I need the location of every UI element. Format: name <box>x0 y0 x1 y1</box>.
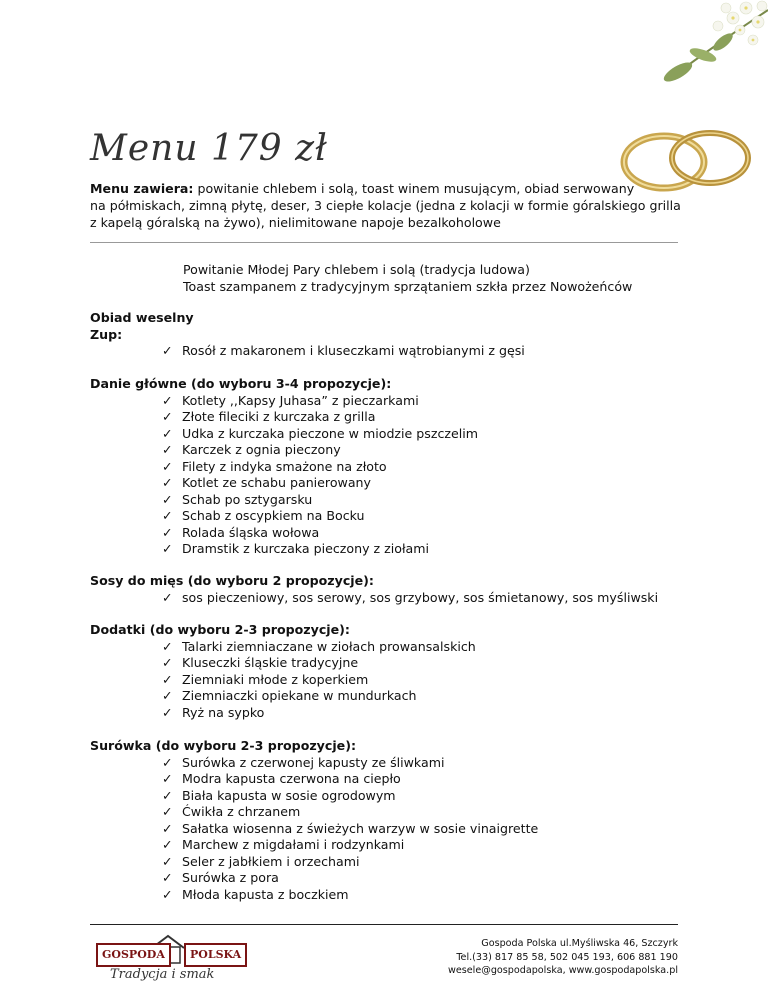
list-item: ✓ Kluseczki śląskie tradycyjne <box>162 655 476 672</box>
list-item: ✓ Rolada śląska wołowa <box>162 525 478 542</box>
flower-branch-decoration <box>628 0 768 100</box>
danie-section <box>90 376 478 558</box>
intro-line3: z kapelą góralską na żywo), nielimitowane napoje bezalkoholowe <box>90 215 501 230</box>
list-item: ✓ Marchew z migdałami i rodzynkami <box>162 837 538 854</box>
list-item: ✓ Ziemniaczki opiekane w mundurkach <box>162 688 476 705</box>
dodatki-section <box>90 622 476 721</box>
list-item: ✓ Złote fileciki z kurczaka z grilla <box>162 409 478 426</box>
zup-heading: Zup: <box>90 326 123 342</box>
sosy-section <box>90 573 658 606</box>
list-item: ✓ Schab z oscypkiem na Bocku <box>162 508 478 525</box>
intro-text: powitanie chlebem i solą, toast winem musującym, obiad serwowany <box>197 181 635 196</box>
list-item: ✓ Sałatka wiosenna z świeżych warzyw w sosie vinaigrette <box>162 821 538 838</box>
intro-line2: na półmiskach, zimną płytę, deser, 3 ciepłe kolacje (jedna z kolacji w formie góralskiego grilla <box>90 198 681 213</box>
logo-tagline: Tradycja i smak <box>110 967 215 982</box>
list-item: ✓ Karczek z ognia pieczony <box>162 442 478 459</box>
list-item: ✓ Modra kapusta czerwona na ciepło <box>162 771 538 788</box>
obiad-heading: Obiad weselny <box>90 310 194 325</box>
divider <box>90 242 678 243</box>
list-item: ✓ Ryż na sypko <box>162 705 476 722</box>
dodatki-list <box>90 639 476 722</box>
surowka-section <box>90 738 538 903</box>
list-item: ✓ Kotlet ze schabu panierowany <box>162 475 478 492</box>
list-item: ✓ Dramstik z kurczaka pieczony z ziołami <box>162 541 478 558</box>
list-item: ✓ Surówka z pora <box>162 870 538 887</box>
logo-left-text: GOSPODA <box>96 943 171 967</box>
obiad-section <box>90 310 525 360</box>
contact-web: wesele@gospodapolska, www.gospodapolska.pl <box>448 965 678 976</box>
surowka-heading: Surówka (do wyboru 2-3 propozycje): <box>90 738 357 753</box>
list-item: ✓ Młoda kapusta z boczkiem <box>162 887 538 904</box>
sosy-list <box>90 590 658 607</box>
list-item: ✓ sos pieczeniowy, sos serowy, sos grzybowy, sos śmietanowy, sos myśliwski <box>162 590 658 607</box>
menu-intro <box>90 180 690 231</box>
contact-phones: Tel.(33) 817 85 58, 502 045 193, 606 881 190 <box>456 951 678 963</box>
list-item: ✓ Biała kapusta w sosie ogrodowym <box>162 788 538 805</box>
welcome-line1: Powitanie Młodej Pary chlebem i solą (tradycja ludowa) <box>183 262 530 277</box>
list-item: ✓ Ćwikła z chrzanem <box>162 804 538 821</box>
list-item: ✓ Udka z kurczaka pieczone w miodzie pszczelim <box>162 426 478 443</box>
list-item: ✓ Rosół z makaronem i kluseczkami wątrobianymi z gęsi <box>162 343 525 360</box>
intro-label: Menu zawiera: <box>90 181 194 196</box>
list-item: ✓ Schab po sztygarsku <box>162 492 478 509</box>
footer-divider <box>90 924 678 925</box>
menu-title: Menu 179 zł <box>90 128 328 169</box>
list-item: ✓ Filety z indyka smażone na złoto <box>162 459 478 476</box>
dodatki-heading: Dodatki (do wyboru 2-3 propozycje): <box>90 622 350 637</box>
contact-info <box>448 937 678 978</box>
list-item: ✓ Seler z jabłkiem i orzechami <box>162 854 538 871</box>
gospoda-polska-logo <box>96 934 246 990</box>
soup-list <box>90 343 525 360</box>
list-item: ✓ Talarki ziemniaczane w ziołach prowansalskich <box>162 639 476 656</box>
welcome-line2: Toast szampanem z tradycyjnym sprzątaniem szkła przez Nowożeńców <box>183 279 633 294</box>
logo-right-text: POLSKA <box>184 943 247 967</box>
welcome-section <box>183 261 632 295</box>
list-item: ✓ Kotlety ,,Kapsy Juhasa” z pieczarkami <box>162 393 478 410</box>
surowka-list <box>90 755 538 904</box>
list-item: ✓ Surówka z czerwonej kapusty ze śliwkami <box>162 755 538 772</box>
danie-heading: Danie główne (do wyboru 3-4 propozycje): <box>90 376 392 391</box>
contact-address: Gospoda Polska ul.Myśliwska 46, Szczyrk <box>481 938 678 949</box>
danie-list <box>90 393 478 558</box>
sosy-heading: Sosy do mięs (do wyboru 2 propozycje): <box>90 573 374 588</box>
list-item: ✓ Ziemniaki młode z koperkiem <box>162 672 476 689</box>
